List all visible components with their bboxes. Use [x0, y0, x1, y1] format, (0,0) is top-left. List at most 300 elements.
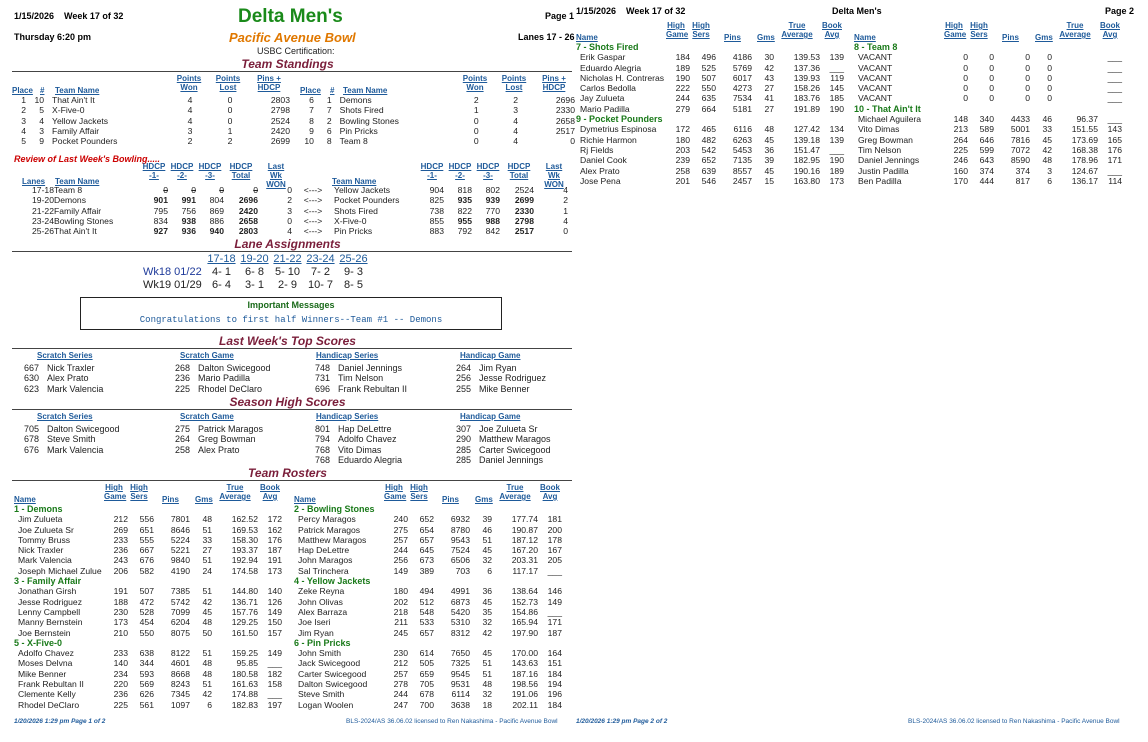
player-cell: 2457 — [732, 175, 752, 186]
review-cell: 883 — [429, 226, 444, 237]
review-cell: <---> — [303, 185, 323, 195]
roster-col-header: Book Avg — [260, 483, 280, 501]
player-cell: 654 — [419, 524, 434, 535]
lane-header: 23-24 — [306, 253, 335, 265]
player-row — [14, 597, 282, 607]
player-cell: 27 — [764, 103, 774, 114]
player-cell: 817 — [1015, 175, 1030, 186]
roster-col-header: Book Avg — [822, 21, 842, 39]
team-header-row — [14, 638, 282, 648]
footer-right: BLS-2024/AS 36.06.02 licensed to Ren Nakashima - Pacific Avenue Bowl — [908, 718, 1120, 725]
review-cell: 21-22 — [32, 205, 54, 216]
player-cell: ___ — [1107, 83, 1122, 94]
review-cell: 2420 — [238, 205, 258, 216]
review-cell: <---> — [303, 205, 323, 216]
player-cell: 173.69 — [1071, 134, 1098, 145]
roster-col-header: Name — [576, 33, 598, 42]
player-cell: 154.86 — [511, 606, 538, 617]
player-cell: 244 — [393, 689, 408, 700]
player-cell: 222 — [675, 83, 690, 94]
standings-cell: 0 — [227, 115, 233, 126]
player-cell: 36 — [482, 586, 492, 597]
player-cell: 187 — [267, 545, 282, 556]
player-cell: 30 — [764, 52, 774, 63]
player-row — [854, 135, 1122, 145]
player-cell: Moses Delvna — [18, 658, 73, 669]
player-cell: 32 — [482, 555, 492, 566]
review-cell: 0 — [191, 185, 196, 195]
score-bowler: Dalton Swicegood — [47, 424, 120, 434]
review-cell: 2330 — [514, 205, 534, 216]
page-number: Page 1 — [545, 11, 575, 21]
player-cell: Jim Zulueta — [18, 514, 63, 525]
player-cell: Adolfo Chavez — [18, 648, 74, 659]
lane-pair: 2- 9 — [278, 279, 297, 291]
player-cell: 48 — [764, 124, 774, 135]
review-cell: 2798 — [514, 215, 534, 226]
player-row — [576, 83, 844, 93]
player-cell: 140 — [267, 586, 282, 597]
review-cell: 939 — [485, 195, 500, 206]
player-cell: 0 — [1047, 52, 1052, 63]
standings-cell: 7 — [326, 105, 332, 116]
player-cell: Alex Prato — [580, 165, 620, 176]
player-cell: 0 — [1025, 83, 1030, 94]
score-bowler: Joe Zulueta Sr — [479, 424, 538, 434]
player-row — [14, 617, 282, 627]
player-cell: 45 — [482, 545, 492, 556]
review-cell: 2696 — [238, 195, 258, 206]
player-cell: 582 — [139, 565, 154, 576]
review-cell: 2 — [563, 195, 568, 206]
player-cell: 46 — [1042, 114, 1052, 125]
player-cell: 0 — [1025, 93, 1030, 104]
standings-cell: 1 — [21, 95, 26, 105]
player-cell: 95.85 — [236, 658, 258, 669]
score-value: 748 — [315, 363, 331, 373]
standings-cell: 3 — [21, 115, 26, 126]
player-row — [854, 63, 1122, 73]
season-highs-title: Season High Scores — [229, 395, 346, 409]
report-date: 1/15/2026 — [14, 11, 55, 21]
player-cell: 659 — [419, 668, 434, 679]
player-cell: Joe Iseri — [298, 617, 331, 628]
roster-col-header: High Game — [944, 21, 967, 39]
player-cell: 160 — [953, 165, 968, 176]
review-cell: 818 — [457, 185, 472, 195]
player-cell: 184 — [675, 52, 690, 63]
messages-title: Important Messages — [247, 300, 335, 310]
player-cell: 7072 — [1010, 144, 1030, 155]
player-cell: 51 — [202, 555, 212, 566]
player-cell: 206 — [113, 565, 128, 576]
player-cell: 548 — [419, 606, 434, 617]
score-value: 794 — [315, 434, 331, 445]
player-cell: 144.80 — [231, 586, 258, 597]
player-cell: 15 — [764, 175, 774, 186]
player-cell: 176 — [1107, 144, 1122, 155]
score-value: 630 — [24, 373, 40, 384]
score-value: 678 — [24, 434, 40, 445]
player-cell: 202.11 — [512, 699, 538, 710]
player-row — [294, 628, 562, 638]
player-row — [14, 586, 282, 596]
review-cell: 0 — [163, 185, 168, 195]
player-cell: 182 — [267, 668, 282, 679]
player-cell: 700 — [419, 699, 434, 710]
review-cell: 991 — [181, 195, 196, 206]
player-cell: 225 — [953, 144, 968, 155]
score-value: 768 — [315, 444, 331, 455]
review-cell: 938 — [181, 215, 196, 226]
player-cell: John Maragos — [298, 555, 353, 566]
score-bowler: Daniel Jennings — [479, 454, 544, 465]
review-cell: 738 — [429, 205, 444, 216]
player-cell: Joseph Michael Zulue — [18, 565, 102, 576]
lane-header: 21-22 — [273, 253, 302, 265]
player-row — [854, 166, 1122, 176]
standings-cell: Bowling Stones — [339, 115, 399, 126]
player-cell: 149 — [547, 596, 562, 607]
standings-cell: 4 — [187, 105, 193, 116]
score-value: 768 — [315, 454, 331, 465]
player-cell: 173 — [267, 565, 282, 576]
player-cell: 569 — [139, 679, 154, 690]
score-col-header: Scratch Game — [180, 412, 234, 421]
player-row — [854, 145, 1122, 155]
player-cell: 278 — [393, 679, 408, 690]
review-cell: 0 — [287, 215, 292, 226]
standings-cell: 9 — [309, 125, 314, 136]
standings-title: Team Standings — [241, 57, 334, 71]
player-cell: 151.47 — [793, 144, 820, 155]
review-cell: 3 — [287, 205, 292, 216]
player-cell: 7345 — [170, 689, 190, 700]
player-cell: 51 — [482, 534, 492, 545]
lane-assignments-table — [143, 253, 370, 292]
player-cell: 593 — [139, 668, 154, 679]
review-col-header: HDCP -3- — [198, 162, 222, 180]
review-cell: Demons — [54, 195, 86, 206]
player-cell: 51 — [482, 668, 492, 679]
score-bowler: Matthew Maragos — [479, 434, 551, 445]
player-cell: 8312 — [450, 627, 470, 638]
player-cell — [1052, 73, 1098, 83]
score-col-header: Handicap Series — [316, 412, 379, 421]
player-cell: 203 — [675, 144, 690, 155]
bowling-center: Pacific Avenue Bowl — [229, 30, 356, 45]
score-col-header: Scratch Series — [37, 412, 93, 421]
player-row — [576, 145, 844, 155]
player-cell: 187.16 — [511, 668, 538, 679]
review-cell: 4 — [563, 215, 568, 226]
player-cell: 5453 — [732, 144, 752, 155]
review-cell: 869 — [209, 205, 224, 216]
review-cell: 936 — [181, 226, 196, 237]
player-cell: 137.36 — [793, 62, 820, 73]
standings-cell: 2 — [187, 136, 193, 147]
score-value: 676 — [24, 444, 40, 455]
standings-cell: 1 — [326, 95, 332, 105]
player-cell: 165.94 — [511, 617, 538, 628]
player-cell: 599 — [979, 144, 994, 155]
score-value: 264 — [456, 363, 472, 373]
review-cell: 0 — [287, 185, 292, 195]
team-header-row — [576, 114, 844, 124]
player-cell: 173 — [113, 617, 128, 628]
player-cell: ___ — [829, 144, 844, 155]
standings-cell: 4 — [21, 125, 26, 136]
standings-cell: 2 — [21, 105, 26, 116]
player-cell: 639 — [701, 165, 716, 176]
player-cell: 7099 — [170, 606, 190, 617]
player-cell: 5769 — [732, 62, 752, 73]
player-cell: Joe Zulueta Sr — [18, 524, 74, 535]
divider — [12, 71, 572, 72]
player-cell: 550 — [139, 627, 154, 638]
player-cell: 172 — [267, 514, 282, 525]
player-cell: 8243 — [170, 679, 190, 690]
player-cell: 205 — [547, 555, 562, 566]
player-row — [294, 555, 562, 565]
team-header-row — [294, 504, 562, 514]
player-row — [576, 52, 844, 62]
lanes-range: Lanes 17 - 26 — [518, 32, 575, 42]
lane-row — [143, 266, 370, 279]
review-cell: 795 — [153, 205, 168, 216]
player-cell: 505 — [419, 658, 434, 669]
player-row — [854, 83, 1122, 93]
player-cell: 24 — [202, 565, 212, 576]
player-cell: 6932 — [450, 514, 470, 525]
player-cell: 528 — [139, 606, 154, 617]
player-cell: 4601 — [170, 658, 190, 669]
team-header-row — [294, 638, 562, 648]
player-cell: 36 — [764, 144, 774, 155]
player-cell: 6506 — [450, 555, 470, 566]
review-cell: Family Affair — [54, 205, 102, 216]
player-cell: 561 — [139, 699, 154, 710]
review-cell: 802 — [485, 185, 500, 195]
player-cell: 0 — [963, 62, 968, 73]
player-cell: 48 — [1042, 155, 1052, 166]
player-cell: 212 — [113, 514, 128, 525]
standings-row — [12, 105, 290, 115]
standings-cell: 2803 — [270, 95, 290, 105]
standings-cell: X-Five-0 — [52, 105, 85, 116]
player-cell: 256 — [393, 555, 408, 566]
score-bowler: Mark Valencia — [47, 444, 104, 455]
roster-col-header: Name — [294, 495, 316, 504]
player-row — [854, 73, 1122, 83]
player-cell: 51 — [202, 648, 212, 659]
player-cell: 190.16 — [793, 165, 820, 176]
player-cell: 0 — [989, 52, 994, 63]
score-value: 275 — [175, 424, 191, 434]
player-cell: 33 — [202, 534, 212, 545]
score-value: 290 — [456, 434, 472, 445]
player-cell: 472 — [139, 596, 154, 607]
player-row — [14, 535, 282, 545]
score-value: 696 — [315, 383, 331, 394]
player-cell: 32 — [482, 689, 492, 700]
standings-row — [300, 105, 575, 115]
day-time: Thursday 6:20 pm — [14, 32, 92, 42]
player-row — [14, 555, 282, 565]
score-bowler: Tim Nelson — [338, 373, 384, 384]
review-row — [16, 216, 568, 226]
player-cell: 5420 — [450, 606, 470, 617]
standings-row — [300, 126, 575, 136]
team-header-row — [14, 504, 282, 514]
player-cell: 45 — [482, 648, 492, 659]
player-cell: 45 — [764, 134, 774, 145]
player-cell: ___ — [1107, 114, 1122, 125]
player-cell: 507 — [139, 586, 154, 597]
player-cell: Patrick Maragos — [298, 524, 361, 535]
player-row — [14, 607, 282, 617]
player-cell: 533 — [419, 617, 434, 628]
player-cell: Mario Padilla — [580, 103, 630, 114]
score-value: 667 — [24, 363, 40, 373]
review-col-header: Last Wk WON — [266, 162, 286, 189]
player-cell: 344 — [139, 658, 154, 669]
player-cell: 182.95 — [793, 155, 820, 166]
player-cell: 4991 — [450, 586, 470, 597]
player-cell: 0 — [963, 72, 968, 83]
player-cell: 0 — [1047, 72, 1052, 83]
player-row — [294, 586, 562, 596]
player-cell: 0 — [989, 72, 994, 83]
footer-right: BLS-2024/AS 36.06.02 licensed to Ren Nakashima - Pacific Avenue Bowl — [346, 718, 558, 725]
player-row — [294, 648, 562, 658]
standings-cell: 7 — [309, 105, 314, 116]
player-cell: 51 — [202, 524, 212, 535]
roster-col-header: Gms — [757, 33, 775, 42]
lane-header: 19-20 — [240, 253, 269, 265]
player-cell: 243 — [113, 555, 128, 566]
player-cell: 191 — [267, 555, 282, 566]
review-cell: 4 — [287, 226, 292, 237]
player-cell: 8646 — [170, 524, 190, 535]
review-cell: 886 — [209, 215, 224, 226]
review-cell: 955 — [457, 215, 472, 226]
review-col-header: HDCP -2- — [170, 162, 194, 180]
player-cell: 150 — [267, 617, 282, 628]
player-row — [576, 124, 844, 134]
player-cell: 170.00 — [511, 648, 538, 659]
player-row — [14, 514, 282, 524]
page-number: Page 2 — [1105, 6, 1135, 16]
standings-cell: Family Affair — [52, 125, 100, 136]
review-cell: 770 — [485, 205, 500, 216]
roster-col-header: High Sers — [410, 483, 428, 501]
roster-col-header: Book Avg — [540, 483, 560, 501]
player-cell: 239 — [675, 155, 690, 166]
player-row — [14, 658, 282, 668]
review-cell: 2 — [287, 195, 292, 206]
review-col-header: HDCP Total — [507, 162, 531, 180]
player-cell: 7534 — [732, 93, 752, 104]
player-cell: 646 — [979, 134, 994, 145]
player-cell: VACANT — [858, 52, 893, 63]
lane-week — [143, 279, 205, 292]
player-cell: ___ — [1107, 62, 1122, 73]
player-cell: 114 — [1108, 175, 1122, 186]
player-cell: 651 — [139, 524, 154, 535]
player-cell: 0 — [1025, 62, 1030, 73]
player-cell: 180 — [675, 134, 690, 145]
player-cell: 161.63 — [231, 679, 258, 690]
player-cell: 7325 — [450, 658, 470, 669]
player-cell: 635 — [701, 93, 716, 104]
standings-cell: 0 — [473, 136, 479, 147]
standings-cell: 4 — [513, 115, 519, 126]
team-header-row — [854, 42, 1122, 52]
player-cell: 171 — [547, 617, 562, 628]
player-cell: Mark Valencia — [18, 555, 72, 566]
lane-header: 17-18 — [207, 253, 236, 265]
roster-col-header: High Game — [666, 21, 689, 39]
player-cell: Mike Benner — [18, 668, 67, 679]
player-cell: 244 — [675, 93, 690, 104]
player-cell: 191.06 — [511, 689, 538, 700]
player-cell: 9545 — [450, 668, 470, 679]
player-row — [854, 93, 1122, 103]
player-cell: 8122 — [170, 648, 190, 659]
score-bowler: Hap DeLettre — [338, 424, 392, 434]
review-cell: 904 — [429, 185, 444, 195]
player-cell: 136.17 — [1071, 175, 1098, 186]
player-cell: Logan Woolen — [298, 699, 354, 710]
player-cell: 42 — [482, 627, 492, 638]
standings-cell: 0 — [227, 95, 233, 105]
standings-cell: 2699 — [270, 136, 290, 147]
player-cell: 196 — [547, 689, 562, 700]
review-cell: X-Five-0 — [334, 215, 367, 226]
standings-cell: Team 8 — [339, 136, 368, 147]
player-cell: 124.67 — [1071, 165, 1098, 176]
review-cell: Team 8 — [54, 185, 83, 195]
player-cell: 191 — [113, 586, 128, 597]
player-row — [294, 669, 562, 679]
lane-pair: 5- 10 — [274, 266, 301, 278]
roster-table-left — [576, 42, 844, 186]
player-cell: 279 — [675, 103, 690, 114]
player-cell: 190 — [675, 72, 690, 83]
player-cell: Frank Rebultan II — [18, 679, 84, 690]
player-cell: Erik Gaspar — [580, 52, 626, 63]
player-cell: 482 — [701, 134, 716, 145]
player-cell: 233 — [113, 648, 128, 659]
player-cell: 4273 — [732, 83, 752, 94]
player-cell: 269 — [113, 524, 128, 535]
player-cell: 48 — [202, 514, 212, 525]
player-cell: 3638 — [450, 699, 470, 710]
score-bowler: Nick Traxler — [47, 363, 95, 373]
standings-cell: That Ain't It — [52, 95, 95, 105]
player-cell: Tim Nelson — [858, 144, 902, 155]
standings-cell: 6 — [326, 125, 332, 136]
player-cell: 626 — [139, 689, 154, 700]
player-cell: 96.37 — [1076, 114, 1098, 125]
team-name: 6 - Pin Pricks — [294, 637, 351, 648]
standings-cell: 3 — [187, 125, 193, 136]
player-cell — [1052, 93, 1098, 103]
player-cell: 27 — [764, 83, 774, 94]
review-table — [16, 185, 568, 236]
player-cell: 162 — [267, 524, 282, 535]
